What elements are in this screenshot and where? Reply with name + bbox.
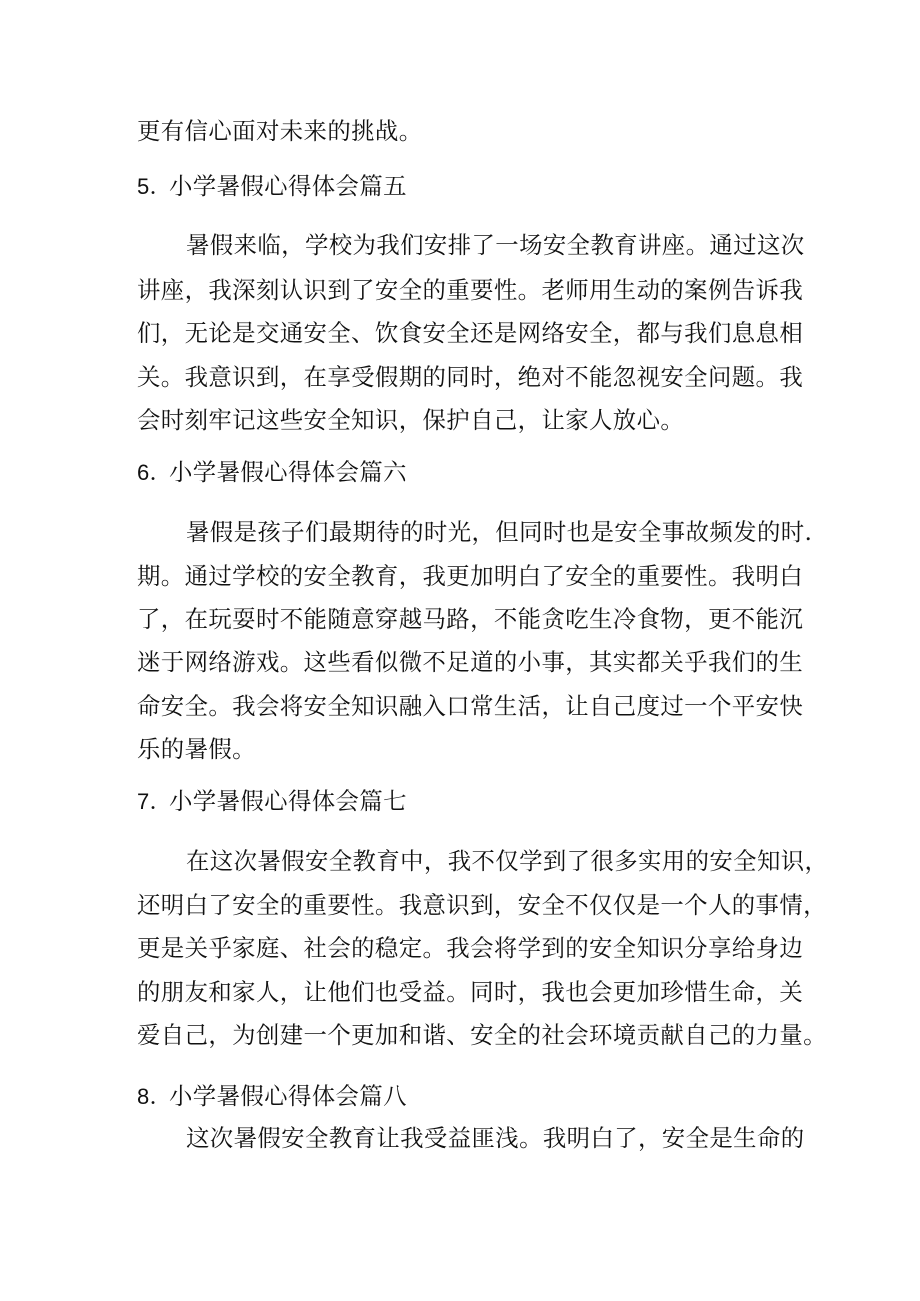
section-number: 8． — [137, 1084, 173, 1109]
paragraph-line: 还明白了安全的重要性。我意识到，安全不仅仅是一个人的事情， — [137, 891, 827, 919]
section-title: 小学暑假心得体会篇八 — [169, 1082, 407, 1110]
paragraph-line: 了，在玩耍时不能随意穿越马路，不能贪吃生冷食物，更不能沉 — [137, 605, 804, 633]
paragraph-line: 乐的暑假。 — [137, 735, 256, 763]
paragraph-line: 在这次暑假安全教育中，我不仅学到了很多实用的安全知识， — [186, 847, 829, 875]
intro-line: 更有信心面对未来的挑战。 — [137, 117, 423, 145]
paragraph-line: 的朋友和家人，让他们也受益。同时，我也会更加珍惜生命，关 — [137, 978, 804, 1006]
paragraph-line: 们，无论是交通安全、饮食安全还是网络安全，都与我们息息相 — [137, 319, 804, 347]
paragraph-line: 期。通过学校的安全教育，我更加明白了安全的重要性。我明白 — [137, 562, 804, 590]
section-heading-7 — [137, 786, 407, 817]
section-title: 小学暑假心得体会篇七 — [169, 787, 407, 815]
section-title: 小学暑假心得体会篇五 — [169, 172, 407, 200]
section-number: 6． — [137, 460, 173, 485]
section-title: 小学暑假心得体会篇六 — [169, 458, 407, 486]
paragraph-line: 会时刻牢记这些安全知识，保护自己，让家人放心。 — [137, 406, 685, 434]
paragraph-line: 迷于网络游戏。这些看似微不足道的小事，其实都关乎我们的生 — [137, 648, 804, 676]
paragraph-line: 爱自己，为创建一个更加和谐、安全的社会环境贡献自己的力量。 — [137, 1021, 827, 1049]
paragraph-line: 关。我意识到，在享受假期的同时，绝对不能忽视安全问题。我 — [137, 363, 804, 391]
section-heading-5 — [137, 171, 407, 202]
section-number: 7． — [137, 789, 173, 814]
section-number: 5． — [137, 174, 173, 199]
paragraph-line: 暑假是孩子们最期待的时光，但同时也是安全事故频发的时. — [186, 518, 813, 546]
paragraph-line: 更是关乎家庭、社会的稳定。我会将学到的安全知识分享给身边 — [137, 934, 804, 962]
paragraph-line: 讲座，我深刻认识到了安全的重要性。老师用生动的案例告诉我 — [137, 276, 804, 304]
paragraph-line: 命安全。我会将安全知识融入口常生活，让自己度过一个平安快 — [137, 692, 804, 720]
paragraph-line: 暑假来临，学校为我们安排了一场安全教育讲座。通过这次 — [186, 231, 805, 259]
section-heading-6 — [137, 457, 407, 488]
paragraph-line: 这次暑假安全教育让我受益匪浅。我明白了，安全是生命的 — [186, 1124, 805, 1152]
section-heading-8 — [137, 1081, 407, 1112]
